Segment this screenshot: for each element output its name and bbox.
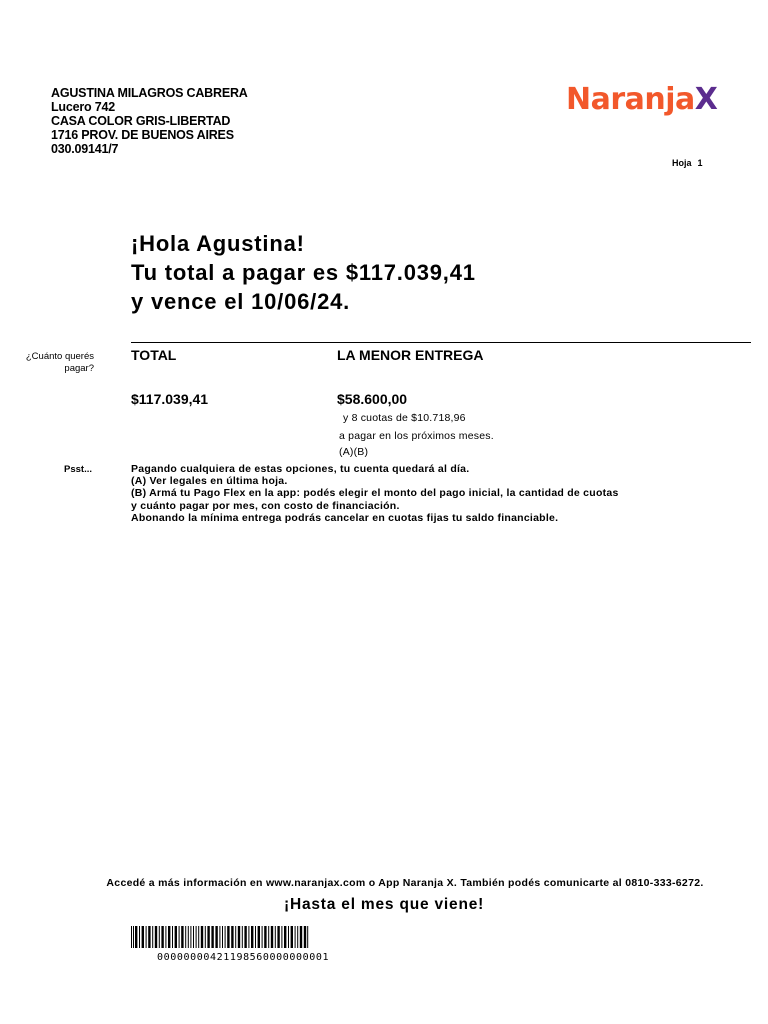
barcode-bar	[148, 926, 150, 948]
psst-text	[131, 463, 619, 524]
barcode-number: 00000000421198560000000001	[157, 952, 330, 963]
barcode-bar	[172, 926, 173, 948]
installments-text: y 8 cuotas de $10.718,96	[343, 412, 466, 424]
barcode-bar	[193, 926, 194, 948]
recipient-postal: 1716 PROV. DE BUENOS AIRES	[51, 128, 234, 142]
barcode-bar	[275, 926, 276, 948]
min-payment-amount: $58.600,00	[337, 391, 408, 407]
barcode-bar	[268, 926, 269, 948]
psst-line: Pagando cualquiera de estas opciones, tu cuenta quedará al día.	[131, 463, 470, 475]
greeting-headline	[131, 229, 476, 316]
barcode-bar	[168, 926, 170, 948]
barcode-bar	[131, 926, 132, 948]
barcode-bar	[135, 926, 137, 948]
barcode-bar	[219, 926, 220, 948]
barcode-bar	[255, 926, 256, 948]
barcode-bar	[207, 926, 209, 948]
greeting-line-2: Tu total a pagar es $117.039,41	[131, 260, 476, 285]
barcode-bar	[231, 926, 233, 948]
page-value: 1	[697, 158, 703, 168]
barcode-bar	[152, 926, 153, 948]
barcode-bar	[238, 926, 240, 948]
barcode-bar	[146, 926, 147, 948]
barcode-bar	[262, 926, 263, 948]
greeting-line-1: ¡Hola Agustina!	[131, 231, 305, 256]
barcode-bar	[304, 926, 306, 948]
barcode-bar	[271, 926, 273, 948]
barcode-bar	[300, 926, 302, 948]
barcode-bar	[185, 926, 186, 948]
psst-line: Abonando la mínima entrega podrás cancelar en cuotas fijas tu saldo financiable.	[131, 511, 559, 524]
signoff-text: ¡Hasta el mes que viene!	[284, 896, 485, 913]
barcode-bar	[155, 926, 157, 948]
barcode-bar	[222, 926, 223, 948]
recipient-address	[51, 86, 248, 156]
payment-question: ¿Cuánto querés pagar?	[25, 351, 94, 374]
barcode-bar	[307, 926, 308, 948]
section-divider	[131, 342, 751, 343]
installments-note: a pagar en los próximos meses.	[339, 430, 494, 442]
barcode-bar	[175, 926, 177, 948]
greeting-line-3: y vence el 10/06/24.	[131, 289, 351, 314]
logo-x-mark: X	[694, 82, 718, 117]
barcode-bar	[235, 926, 236, 948]
barcode-bar	[179, 926, 180, 948]
barcode-bar	[284, 926, 286, 948]
recipient-name: AGUSTINA MILAGROS CABRERA	[51, 86, 248, 100]
psst-line: (A) Ver legales en última hoja.	[131, 475, 288, 488]
recipient-street: Lucero 742	[51, 100, 116, 114]
recipient-account: 030.09141/7	[51, 142, 119, 156]
page-number	[672, 158, 703, 168]
barcode-bar	[190, 926, 191, 948]
barcode-bar	[198, 926, 199, 948]
barcode-bar	[295, 926, 296, 948]
barcode-bar	[165, 926, 166, 948]
barcode-bar	[227, 926, 229, 948]
logo-brand-text: Naranja	[566, 82, 695, 117]
barcode-bar	[248, 926, 249, 948]
total-amount: $117.039,41	[131, 391, 209, 407]
barcode-bar	[161, 926, 163, 948]
barcode-bar	[188, 926, 189, 948]
barcode-bar	[205, 926, 206, 948]
barcode-bar	[181, 926, 183, 948]
barcode-bar	[201, 926, 203, 948]
barcode-bar	[211, 926, 213, 948]
psst-label: Psst...	[64, 464, 92, 475]
barcode-bar	[139, 926, 140, 948]
barcode-bar	[225, 926, 226, 948]
psst-line: y cuánto pagar por mes, con costo de financiación.	[131, 499, 400, 512]
barcode-bar	[281, 926, 282, 948]
min-payment-header: LA MENOR ENTREGA	[337, 347, 484, 363]
total-header: TOTAL	[131, 347, 177, 363]
barcode-bar	[288, 926, 289, 948]
legal-refs: (A)(B)	[339, 446, 369, 458]
psst-line: (B) Armá tu Pago Flex en la app: podés elegir el monto del pago inicial, la cantidad de cuotas	[131, 487, 619, 500]
contact-info: Accedé a más información en www.naranjax.com o App Naranja X. También podés comunicarte al 0810-333-6272.	[106, 877, 704, 889]
barcode-bar	[159, 926, 160, 948]
recipient-locality: CASA COLOR GRIS-LIBERTAD	[51, 114, 231, 128]
barcode-bar	[196, 926, 197, 948]
barcode-bar	[264, 926, 266, 948]
barcode-bar	[242, 926, 243, 948]
barcode-bar	[215, 926, 217, 948]
naranja-x-logo	[566, 82, 717, 117]
barcode-bar	[244, 926, 246, 948]
barcode-bar	[277, 926, 279, 948]
barcode-bar	[297, 926, 298, 948]
barcode-bar	[258, 926, 260, 948]
barcode-bar	[133, 926, 134, 948]
barcode	[131, 926, 363, 948]
barcode-bar	[291, 926, 293, 948]
barcode-bar	[251, 926, 253, 948]
barcode-bar	[142, 926, 144, 948]
page-label: Hoja	[672, 158, 692, 168]
